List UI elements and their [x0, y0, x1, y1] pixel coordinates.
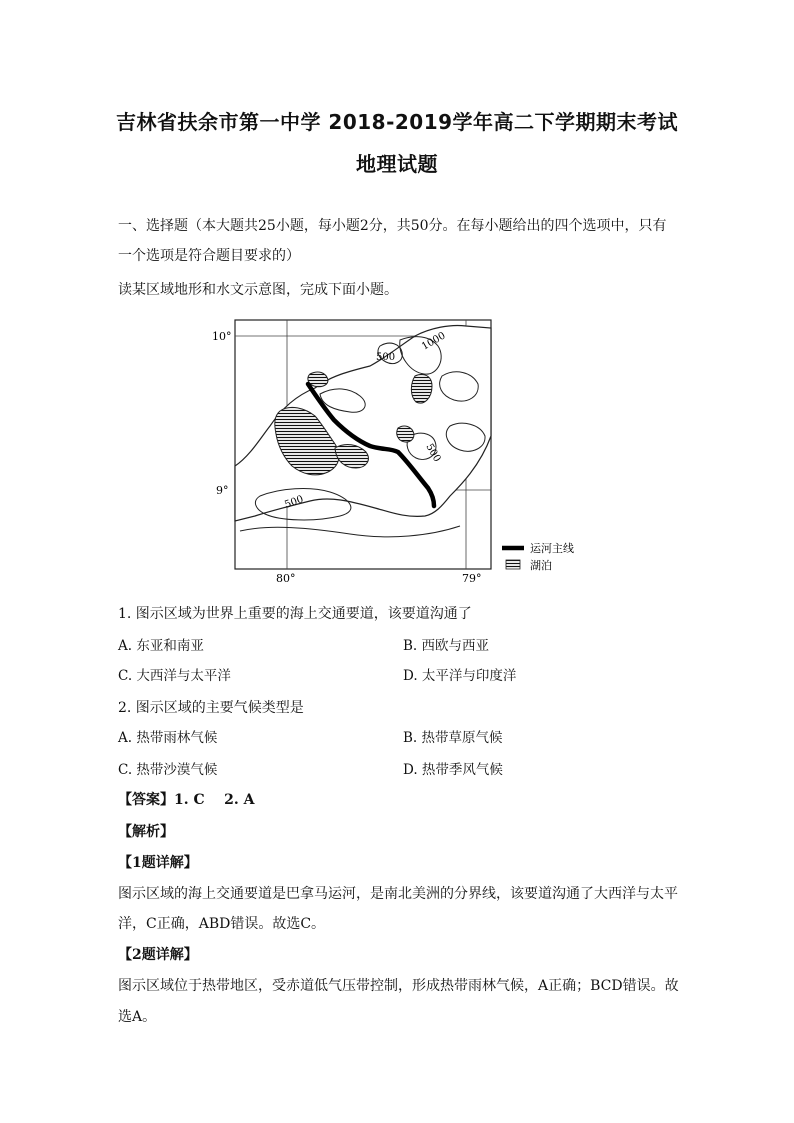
legend-lake-swatch [506, 560, 520, 569]
question-1-option-a: A. 东亚和南亚 [118, 638, 204, 654]
question-2-option-b: B. 热带草原气候 [403, 730, 503, 746]
legend-lake-label: 湖泊 [530, 559, 552, 572]
question-2-option-c: C. 热带沙漠气候 [118, 762, 218, 778]
question-2-option-a: A. 热带雨林气候 [118, 730, 218, 746]
detail-2-label: 【2题详解】 [118, 947, 198, 963]
contour-label-500-c: 500 [423, 442, 443, 465]
lon-label-left: 80° [276, 572, 296, 585]
question-1-stem: 1. 图示区域为世界上重要的海上交通要道，该要道沟通了 [118, 606, 472, 622]
region-map-figure [210, 316, 600, 586]
contour-label-1000: 1000 [420, 330, 448, 353]
detail-1-text-line-2: 洋，C正确，ABD错误。故选C。 [118, 916, 326, 932]
detail-1-text-line-1: 图示区域的海上交通要道是巴拿马运河，是南北美洲的分界线，该要道沟通了大西洋与太平 [118, 886, 678, 902]
contour-label-500-a: 500 [376, 352, 396, 363]
answer-line: 【答案】1. C 2. A [118, 792, 255, 808]
region-map [210, 316, 600, 586]
detail-2-text-line-2: 选A。 [118, 1009, 157, 1025]
analysis-label: 【解析】 [118, 824, 174, 840]
detail-1-label: 【1题详解】 [118, 855, 198, 871]
document-title: 吉林省扶余市第一中学 2018-2019学年高二下学期期末考试 [115, 110, 679, 134]
section-header-line-1: 一、选择题（本大题共25小题，每小题2分，共50分。在每小题给出的四个选项中，只有 [118, 218, 667, 234]
question-2-option-d: D. 热带季风气候 [403, 762, 503, 778]
lake-4 [397, 426, 414, 442]
section-header-line-2: 一个选项是符合题目要求的） [118, 248, 300, 264]
contour-label-500-b: 500 [283, 493, 305, 511]
lat-label-top: 10° [212, 330, 232, 343]
question-1-option-b: B. 西欧与西亚 [403, 638, 490, 654]
question-intro: 读某区域地形和水文示意图，完成下面小题。 [118, 282, 398, 298]
lat-label-bottom: 9° [216, 484, 229, 497]
question-1-option-c: C. 大西洋与太平洋 [118, 668, 231, 684]
question-1-option-d: D. 太平洋与印度洋 [403, 668, 517, 684]
question-2-stem: 2. 图示区域的主要气候类型是 [118, 700, 304, 716]
lon-label-right: 79° [462, 572, 482, 585]
detail-2-text-line-1: 图示区域位于热带地区，受赤道低气压带控制，形成热带雨林气候，A正确；BCD错误。故 [118, 978, 679, 994]
document-subtitle: 地理试题 [356, 152, 438, 176]
legend-canal-label: 运河主线 [530, 542, 574, 555]
